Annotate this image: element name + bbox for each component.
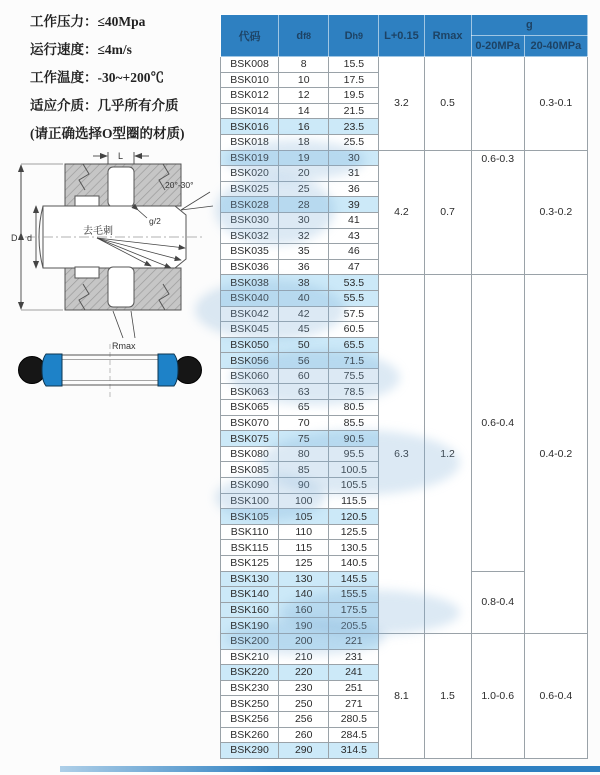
- cell-code: BSK038: [221, 275, 279, 291]
- cell-d: 20: [279, 166, 329, 182]
- cell-d: 230: [279, 680, 329, 696]
- cell-D: 105.5: [329, 478, 379, 494]
- cell-D: 19.5: [329, 88, 379, 104]
- header-D: Dh9: [329, 15, 379, 57]
- cell-code: BSK008: [221, 57, 279, 73]
- cell-d: 90: [279, 478, 329, 494]
- header-rmax: Rmax: [424, 15, 471, 57]
- cell-d: 63: [279, 384, 329, 400]
- cell-D: 145.5: [329, 571, 379, 587]
- cell-code: BSK220: [221, 665, 279, 681]
- cell-d: 85: [279, 462, 329, 478]
- cell-d: 25: [279, 181, 329, 197]
- cell-d: 256: [279, 711, 329, 727]
- groove-diagram-svg: [5, 148, 217, 353]
- cell-d: 35: [279, 244, 329, 260]
- cell-d: 160: [279, 602, 329, 618]
- cell-D: 43: [329, 228, 379, 244]
- cell-D: 41: [329, 212, 379, 228]
- cell-D: 251: [329, 680, 379, 696]
- cell-L-merged: 8.1: [379, 633, 424, 758]
- cell-code: BSK230: [221, 680, 279, 696]
- cell-d: 10: [279, 72, 329, 88]
- bottom-accent-bar: [60, 766, 600, 772]
- cell-D: 21.5: [329, 103, 379, 119]
- seal-lip-right: [158, 354, 178, 386]
- cell-d: 220: [279, 665, 329, 681]
- cell-D: 47: [329, 259, 379, 275]
- cell-d: 56: [279, 353, 329, 369]
- svg-text:D: D: [11, 233, 18, 243]
- cell-d: 250: [279, 696, 329, 712]
- cell-d: 30: [279, 212, 329, 228]
- gland-top-block: [65, 164, 181, 207]
- cell-code: BSK028: [221, 197, 279, 213]
- spec-text-block: [30, 8, 220, 148]
- cell-g-20-40-merged: 0.3-0.2: [524, 150, 587, 275]
- cell-code: BSK010: [221, 72, 279, 88]
- cell-D: 314.5: [329, 743, 379, 759]
- cell-code: BSK040: [221, 290, 279, 306]
- cell-D: 80.5: [329, 400, 379, 416]
- svg-text:20°-30°: 20°-30°: [165, 180, 194, 190]
- cell-d: 130: [279, 571, 329, 587]
- cell-d: 40: [279, 290, 329, 306]
- cell-D: 57.5: [329, 306, 379, 322]
- cell-code: BSK032: [221, 228, 279, 244]
- spec-line-temperature: 工作温度：-30~+200℃: [30, 70, 164, 85]
- cell-d: 19: [279, 150, 329, 166]
- cell-D: 100.5: [329, 462, 379, 478]
- cell-d: 260: [279, 727, 329, 743]
- cell-code: BSK016: [221, 119, 279, 135]
- cell-D: 175.5: [329, 602, 379, 618]
- cell-d: 105: [279, 509, 329, 525]
- cell-D: 55.5: [329, 290, 379, 306]
- cell-D: 125.5: [329, 524, 379, 540]
- table-row: [221, 57, 588, 73]
- cell-code: BSK190: [221, 618, 279, 634]
- cell-D: 36: [329, 181, 379, 197]
- cell-d: 36: [279, 259, 329, 275]
- cell-rmax-merged: 0.5: [424, 57, 471, 151]
- cell-code: BSK036: [221, 259, 279, 275]
- cell-g-20-40-merged: 0.3-0.1: [524, 57, 587, 151]
- cell-D: 65.5: [329, 337, 379, 353]
- cell-d: 190: [279, 618, 329, 634]
- cell-code: BSK060: [221, 368, 279, 384]
- cell-code: BSK200: [221, 633, 279, 649]
- cell-code: BSK100: [221, 493, 279, 509]
- cell-d: 32: [279, 228, 329, 244]
- cell-D: 241: [329, 665, 379, 681]
- rod-shape: [25, 206, 205, 268]
- seal-product-image: [12, 342, 208, 414]
- o-ring-right: [175, 357, 202, 384]
- cell-code: BSK110: [221, 524, 279, 540]
- cell-code: BSK063: [221, 384, 279, 400]
- header-g-0-20: 0-20MPa: [471, 36, 524, 57]
- cell-code: BSK018: [221, 134, 279, 150]
- cell-d: 65: [279, 400, 329, 416]
- dimension-L: [93, 151, 149, 164]
- table-header: [221, 15, 588, 57]
- seal-lip-left: [42, 354, 62, 386]
- cell-D: 205.5: [329, 618, 379, 634]
- cell-code: BSK210: [221, 649, 279, 665]
- cell-code: BSK160: [221, 602, 279, 618]
- cell-d: 75: [279, 431, 329, 447]
- cell-D: 71.5: [329, 353, 379, 369]
- header-code: 代码: [221, 15, 279, 57]
- cell-D: 95.5: [329, 446, 379, 462]
- cell-d: 16: [279, 119, 329, 135]
- cell-code: BSK290: [221, 743, 279, 759]
- spec-line-media: 适应介质：几乎所有介质: [30, 98, 179, 113]
- cell-rmax-merged: 1.2: [424, 275, 471, 634]
- cell-d: 125: [279, 556, 329, 572]
- cell-d: 14: [279, 103, 329, 119]
- cell-D: 271: [329, 696, 379, 712]
- cell-d: 8: [279, 57, 329, 73]
- groove-dimension-diagram: [5, 148, 217, 353]
- svg-text:Rmax: Rmax: [112, 341, 136, 351]
- cell-D: 25.5: [329, 134, 379, 150]
- cell-L-merged: 6.3: [379, 275, 424, 634]
- cell-code: BSK080: [221, 446, 279, 462]
- cell-d: 12: [279, 88, 329, 104]
- cell-D: 17.5: [329, 72, 379, 88]
- svg-text:g/2: g/2: [149, 216, 161, 226]
- table-row: [221, 150, 588, 166]
- cell-code: BSK065: [221, 400, 279, 416]
- cell-D: 284.5: [329, 727, 379, 743]
- cell-d: 38: [279, 275, 329, 291]
- cell-d: 60: [279, 368, 329, 384]
- spec-line-note: (请正确选择O型圈的材质): [30, 126, 185, 141]
- cell-code: BSK250: [221, 696, 279, 712]
- cell-code: BSK035: [221, 244, 279, 260]
- cell-code: BSK012: [221, 88, 279, 104]
- cell-D: 30: [329, 150, 379, 166]
- cell-d: 18: [279, 134, 329, 150]
- cell-D: 15.5: [329, 57, 379, 73]
- spec-line-pressure: 工作压力：≤40Mpa: [30, 14, 146, 29]
- cell-L-merged: 4.2: [379, 150, 424, 275]
- cell-d: 110: [279, 524, 329, 540]
- cell-code: BSK125: [221, 556, 279, 572]
- table-row: [221, 275, 588, 291]
- cell-D: 31: [329, 166, 379, 182]
- cell-D: 78.5: [329, 384, 379, 400]
- cell-code: BSK105: [221, 509, 279, 525]
- cell-g-0-20-merged: 0.8-0.4: [471, 571, 524, 633]
- cell-d: 45: [279, 322, 329, 338]
- cell-d: 140: [279, 587, 329, 603]
- header-g: g: [471, 15, 587, 36]
- cell-d: 100: [279, 493, 329, 509]
- header-g-20-40: 20-40MPa: [524, 36, 587, 57]
- cell-D: 75.5: [329, 368, 379, 384]
- cell-code: BSK256: [221, 711, 279, 727]
- cell-rmax-merged: 0.7: [424, 150, 471, 275]
- cell-D: 53.5: [329, 275, 379, 291]
- cell-d: 28: [279, 197, 329, 213]
- cell-L-merged: 3.2: [379, 57, 424, 151]
- cell-g-0-20-merged: 1.0-0.6: [471, 633, 524, 758]
- cell-g-20-40-merged: 0.6-0.4: [524, 633, 587, 758]
- cell-D: 221: [329, 633, 379, 649]
- cell-code: BSK130: [221, 571, 279, 587]
- cell-D: 60.5: [329, 322, 379, 338]
- cell-d: 42: [279, 306, 329, 322]
- cell-code: BSK020: [221, 166, 279, 182]
- cell-code: BSK042: [221, 306, 279, 322]
- cell-D: 46: [329, 244, 379, 260]
- seal-image-svg: [12, 342, 208, 414]
- cell-code: BSK056: [221, 353, 279, 369]
- dimension-table: [220, 14, 588, 759]
- header-L: L+0.15: [379, 15, 424, 57]
- cell-D: 231: [329, 649, 379, 665]
- cell-D: 155.5: [329, 587, 379, 603]
- svg-text:去毛刺: 去毛刺: [83, 226, 113, 237]
- cell-code: BSK140: [221, 587, 279, 603]
- gland-bottom-block: [65, 267, 181, 310]
- header-d: df8: [279, 15, 329, 57]
- cell-rmax-merged: 1.5: [424, 633, 471, 758]
- cell-D: 140.5: [329, 556, 379, 572]
- cell-code: BSK030: [221, 212, 279, 228]
- o-ring-left: [19, 357, 46, 384]
- cell-d: 50: [279, 337, 329, 353]
- cell-code: BSK115: [221, 540, 279, 556]
- table-row: [221, 633, 588, 649]
- cell-code: BSK045: [221, 322, 279, 338]
- cell-g-20-40-merged: 0.4-0.2: [524, 275, 587, 634]
- cell-code: BSK050: [221, 337, 279, 353]
- cell-d: 80: [279, 446, 329, 462]
- cell-d: 290: [279, 743, 329, 759]
- cell-D: 115.5: [329, 493, 379, 509]
- svg-text:d: d: [27, 233, 33, 243]
- cell-D: 280.5: [329, 711, 379, 727]
- cell-d: 210: [279, 649, 329, 665]
- cell-D: 130.5: [329, 540, 379, 556]
- cell-code: BSK090: [221, 478, 279, 494]
- cell-g-0-20-merged: [471, 57, 524, 151]
- cell-code: BSK014: [221, 103, 279, 119]
- svg-text:L: L: [118, 151, 124, 161]
- cell-code: BSK085: [221, 462, 279, 478]
- cell-D: 39: [329, 197, 379, 213]
- cell-D: 120.5: [329, 509, 379, 525]
- cell-g-0-20-merged: 0.6-0.3: [471, 150, 524, 275]
- cell-code: BSK075: [221, 431, 279, 447]
- cell-d: 200: [279, 633, 329, 649]
- table-body: [221, 57, 588, 759]
- cell-code: BSK025: [221, 181, 279, 197]
- cell-D: 85.5: [329, 415, 379, 431]
- cell-d: 115: [279, 540, 329, 556]
- cell-code: BSK019: [221, 150, 279, 166]
- cell-g-0-20-merged: 0.6-0.4: [471, 275, 524, 571]
- cell-d: 70: [279, 415, 329, 431]
- dimension-table-container: [220, 14, 588, 759]
- cell-code: BSK070: [221, 415, 279, 431]
- cell-D: 90.5: [329, 431, 379, 447]
- spec-line-speed: 运行速度：≤4m/s: [30, 42, 132, 57]
- cell-D: 23.5: [329, 119, 379, 135]
- cell-code: BSK260: [221, 727, 279, 743]
